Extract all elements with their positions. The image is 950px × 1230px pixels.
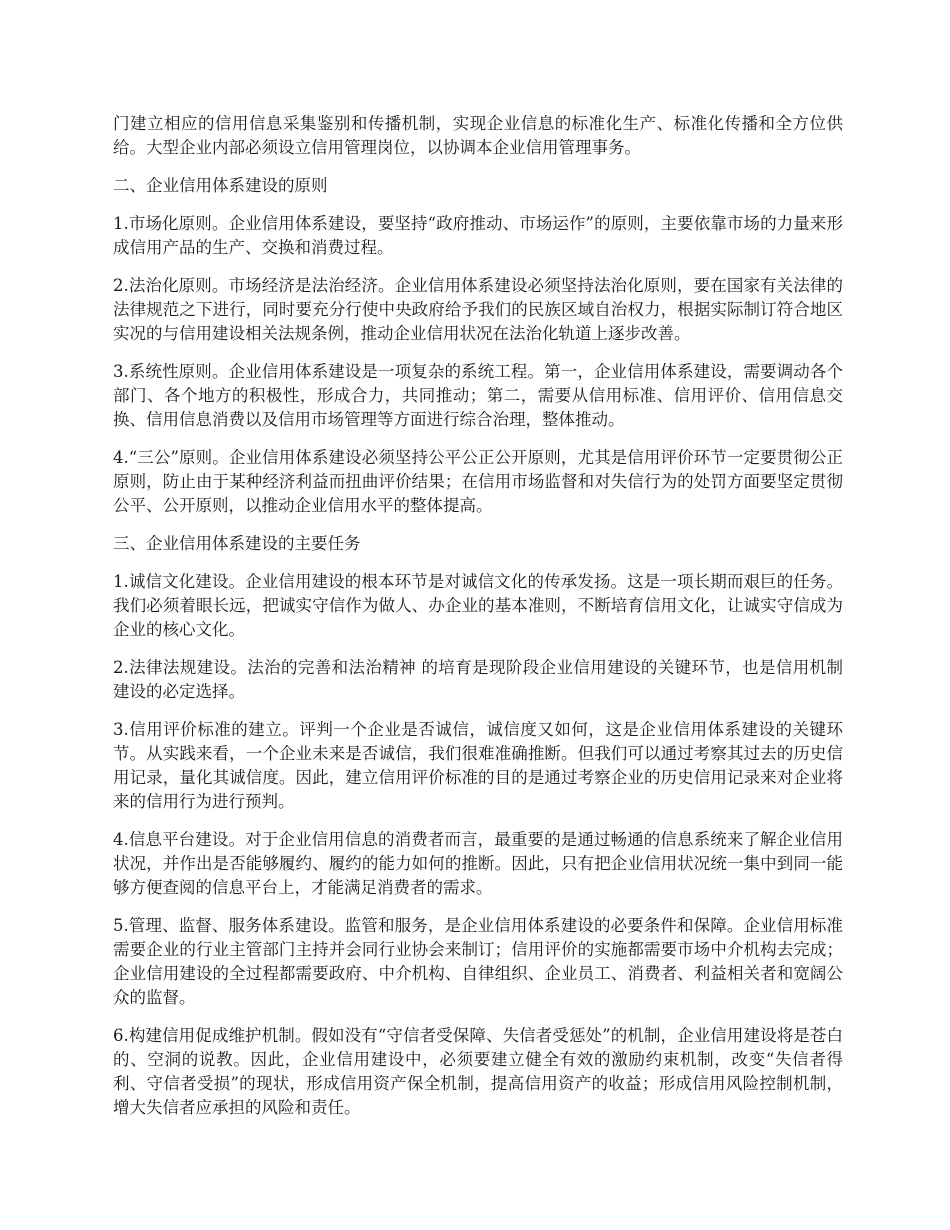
paragraph-integrity-culture: 1.诚信文化建设。企业信用建设的根本环节是对诚信文化的传承发扬。这是一项长期而艰巨的任务。我们必须着眼长远，把诚实守信作为做人、办企业的基本准则，不断培育信用文化，让诚实守信成为企业的核心文化。	[113, 572, 843, 639]
paragraph-market-principle: 1.市场化原则。企业信用体系建设，要坚持“政府推动、市场运作”的原则，主要依靠市场的力量来形成信用产品的生产、交换和消费过程。	[113, 214, 843, 257]
paragraph-three-public-principle: 4.“三公”原则。企业信用体系建设必须坚持公平公正公开原则，尤其是信用评价环节一定要贯彻公正原则，防止由于某种经济利益而扭曲评价结果；在信用市场监督和对失信行为的处罚方面要坚定贯彻公平、公开原则，以推动企业信用水平的整体提高。	[113, 448, 843, 515]
paragraph-intro-continuation: 门建立相应的信用信息采集鉴别和传播机制，实现企业信息的标准化生产、标准化传播和全方位供给。大型企业内部必须设立信用管理岗位，以协调本企业信用管理事务。	[113, 114, 843, 157]
paragraph-legal-principle: 2.法治化原则。市场经济是法治经济。企业信用体系建设必须坚持法治化原则，要在国家有关法律的法律规范之下进行，同时要充分行使中央政府给予我们的民族区域自治权力，根据实际制订符合地区实况的与信用建设相关法规条例，推动企业信用状况在法治化轨道上逐步改善。	[113, 276, 843, 343]
section-heading-tasks: 三、企业信用体系建设的主要任务	[113, 534, 361, 553]
document-body	[113, 112, 843, 1134]
paragraph-systematic-principle: 3.系统性原则。企业信用体系建设是一项复杂的系统工程。第一，企业信用体系建设，需要调动各个部门、各个地方的积极性，形成合力，共同推动；第二，需要从信用标准、信用评价、信用信息交换、信用信息消费以及信用市场管理等方面进行综合治理，整体推动。	[113, 362, 843, 429]
paragraph-management-supervision: 5.管理、监督、服务体系建设。监管和服务，是企业信用体系建设的必要条件和保障。企业信用标准需要企业的行业主管部门主持并会同行业协会来制订；信用评价的实施都需要市场中介机构去完成；企业信用建设的全过程都需要政府、中介机构、自律组织、企业员工、消费者、利益相关者和宽阔公众的监督。	[113, 916, 843, 1007]
section-heading-principles: 二、企业信用体系建设的原则	[113, 176, 328, 195]
paragraph-info-platform: 4.信息平台建设。对于企业信用信息的消费者而言，最重要的是通过畅通的信息系统来了解企业信用状况，并作出是否能够履约、履约的能力如何的推断。因此，只有把企业信用状况统一集中到同一能够方便查阅的信息平台上，才能满足消费者的需求。	[113, 830, 843, 897]
paragraph-credit-mechanism: 6.构建信用促成维护机制。假如没有“守信者受保障、失信者受惩处”的机制，企业信用建设将是苍白的、空洞的说教。因此，企业信用建设中，必须要建立健全有效的激励约束机制，改变“失信者得利、守信者受损”的现状，形成信用资产保全机制，提高信用资产的收益；形成信用风险控制机制，增大失信者应承担的风险和责任。	[113, 1026, 843, 1117]
paragraph-credit-evaluation: 3.信用评价标准的建立。评判一个企业是否诚信，诚信度又如何，这是企业信用体系建设的关键环节。从实践来看，一个企业未来是否诚信，我们很难准确推断。但我们可以通过考察其过去的历史信用记录，量化其诚信度。因此，建立信用评价标准的目的是通过考察企业的历史信用记录来对企业将来的信用行为进行预判。	[113, 720, 843, 811]
paragraph-laws-regulations: 2.法律法规建设。法治的完善和法治精神 的培育是现阶段企业信用建设的关键环节，也是信用机制建设的必定选择。	[113, 658, 843, 701]
